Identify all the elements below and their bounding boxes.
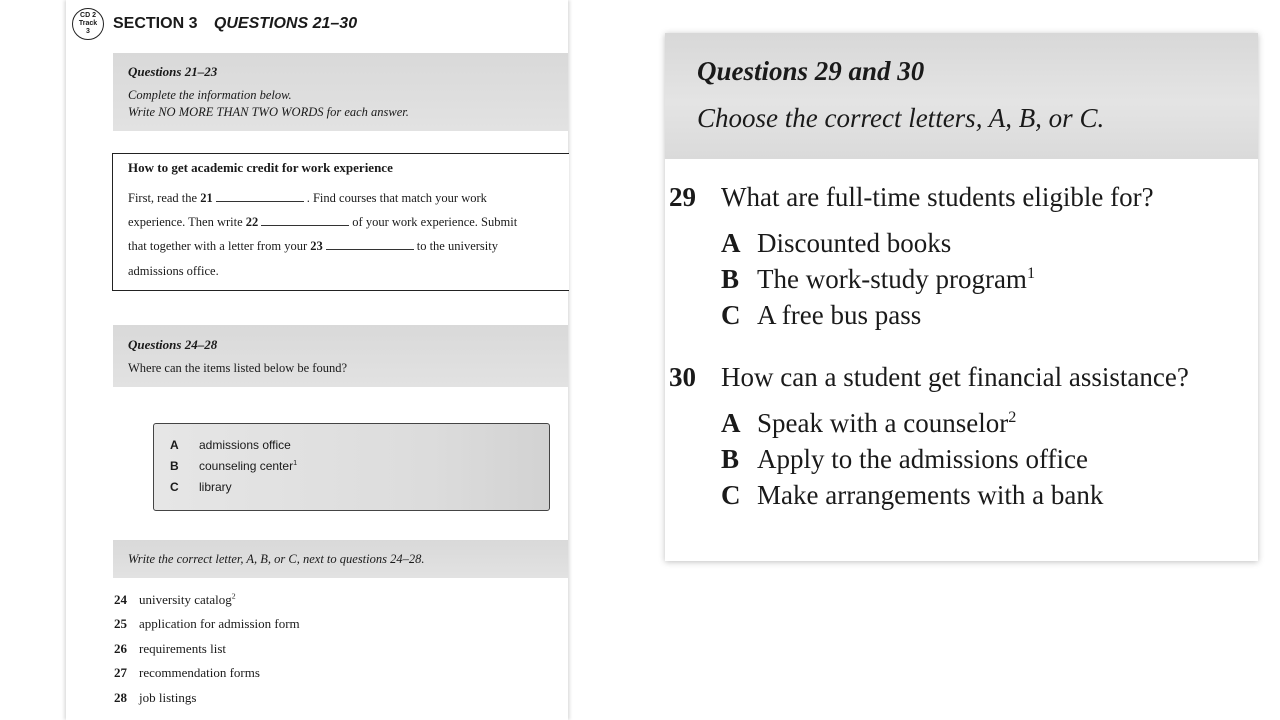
credit-line <box>128 215 517 230</box>
question-text: requirements list <box>139 641 227 656</box>
badge-line-number: 3 <box>86 28 90 35</box>
question-number: 25 <box>114 616 127 631</box>
blank-number: 22 <box>245 215 259 229</box>
credit-text: . Find courses that match your work <box>306 191 487 205</box>
question-item <box>114 665 260 681</box>
section-range: QUESTIONS 21–30 <box>213 15 358 32</box>
questions-21-23-header <box>113 53 568 131</box>
credit-line: admissions office. <box>128 264 219 278</box>
academic-credit-box <box>112 153 569 291</box>
credit-line <box>128 191 487 206</box>
option-letter: B <box>721 264 740 294</box>
panel-instruction: Choose the correct letters, A, B, or C. <box>697 103 1105 133</box>
question-text: application for admission form <box>139 616 300 631</box>
answer-option[interactable] <box>721 444 1088 475</box>
badge-line-track: Track <box>78 20 98 27</box>
question-item <box>114 592 236 608</box>
credit-text: to the university <box>416 239 498 253</box>
credit-line <box>128 239 498 254</box>
question-text: How can a student get financial assistance? <box>721 362 1189 392</box>
zoomed-questions-panel <box>665 33 1258 561</box>
question-text: recommendation forms <box>139 665 260 680</box>
group-title: Questions 21–23 <box>128 64 218 79</box>
question-number: 28 <box>114 690 127 705</box>
option-text: Apply to the admissions office <box>757 444 1088 474</box>
write-letter-header <box>113 540 568 578</box>
option-text: Speak with a counselor <box>757 408 1009 438</box>
footnote-marker: 1 <box>1026 264 1036 282</box>
answer-blank-23[interactable] <box>326 239 414 250</box>
panel-title: Questions 29 and 30 <box>697 56 925 86</box>
option-letter: C <box>721 300 741 330</box>
option-row <box>170 480 232 494</box>
question-number: 27 <box>114 665 127 680</box>
credit-text: experience. Then write <box>128 215 243 229</box>
answer-option[interactable] <box>721 480 1103 511</box>
question-text: job listings <box>139 690 197 705</box>
cd-track-badge <box>72 8 104 40</box>
answer-blank-22[interactable] <box>261 215 349 226</box>
badge-line-cd: CD 2 <box>80 12 96 19</box>
blank-number: 23 <box>310 239 323 253</box>
credit-text: that together with a letter from your <box>128 239 308 253</box>
blank-number: 21 <box>200 191 213 205</box>
question-number: 30 <box>669 362 696 392</box>
section-label: SECTION 3 <box>113 15 198 32</box>
credit-box-title: How to get academic credit for work experience <box>128 160 393 175</box>
option-text: Make arrangements with a bank <box>757 480 1104 510</box>
question-item <box>114 641 226 657</box>
answer-option[interactable] <box>721 300 921 331</box>
answer-option[interactable] <box>721 228 951 259</box>
answer-option[interactable] <box>721 264 1035 295</box>
footnote-marker: 2 <box>1008 408 1017 426</box>
group-instruction: Write the correct letter, A, B, or C, next to questions 24–28. <box>128 552 425 566</box>
credit-text: First, read the <box>128 191 198 205</box>
answer-blank-21[interactable] <box>216 191 304 202</box>
question-item <box>114 616 300 632</box>
questions-24-28-header <box>113 325 568 387</box>
footnote-marker: 1 <box>293 458 298 467</box>
option-letter: C <box>170 480 179 494</box>
group-instruction: Complete the information below. <box>128 88 292 102</box>
option-row <box>170 459 297 473</box>
option-letter: B <box>721 444 740 474</box>
group-instruction: Write NO MORE THAN TWO WORDS for each answer. <box>128 105 409 119</box>
question-number: 29 <box>669 182 696 212</box>
question-29 <box>669 182 1154 213</box>
questions-29-30-header <box>665 33 1258 159</box>
option-letter: A <box>721 408 741 438</box>
option-text: A free bus pass <box>757 300 922 330</box>
option-text: library <box>199 480 232 494</box>
answer-option[interactable] <box>721 408 1016 439</box>
option-letter: C <box>721 480 741 510</box>
option-letter: A <box>721 228 741 258</box>
question-30 <box>669 362 1189 393</box>
group-instruction: Where can the items listed below be found? <box>128 361 348 375</box>
question-text: What are full-time students eligible for? <box>721 182 1154 212</box>
section-heading <box>113 15 357 33</box>
option-text: admissions office <box>199 438 291 452</box>
left-page <box>66 0 568 720</box>
option-text: Discounted books <box>757 228 952 258</box>
credit-text: of your work experience. Submit <box>352 215 518 229</box>
option-text: The work-study program <box>757 264 1027 294</box>
option-letter: B <box>170 459 179 473</box>
footnote-marker: 2 <box>231 591 236 601</box>
location-options-box <box>153 423 550 511</box>
option-row <box>170 438 291 452</box>
question-item <box>114 690 196 706</box>
question-number: 26 <box>114 641 127 656</box>
option-letter: A <box>170 438 179 452</box>
question-text: university catalog <box>139 592 232 607</box>
option-text: counseling center <box>199 459 294 473</box>
group-title: Questions 24–28 <box>128 337 218 352</box>
question-number: 24 <box>114 592 127 607</box>
